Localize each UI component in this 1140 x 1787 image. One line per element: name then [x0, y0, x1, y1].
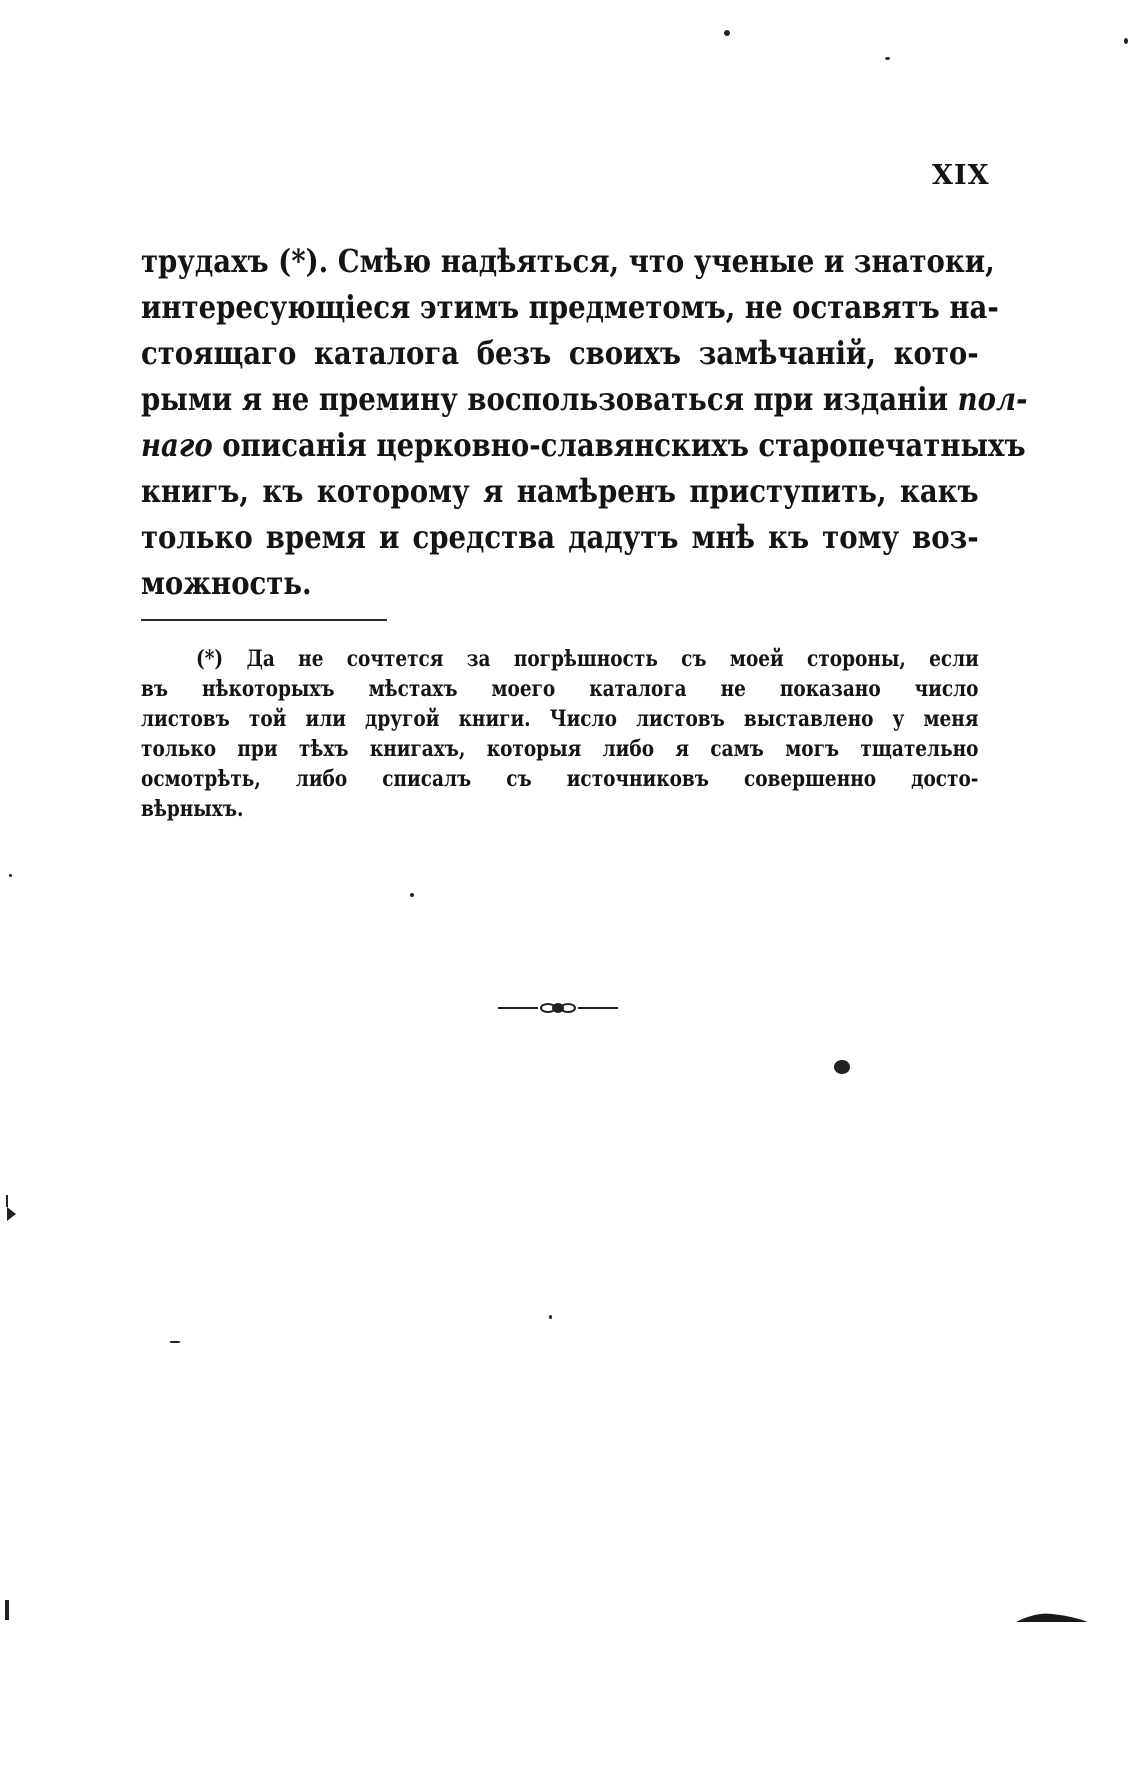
body-line-7: только время и средства дадутъ мнѣ къ тому воз- — [141, 518, 979, 556]
footnote-line-2: въ нѣкоторыхъ мѣстахъ моего каталога не показано число — [141, 676, 979, 702]
scan-speck — [9, 874, 12, 877]
edge-smudge-icon — [1016, 1610, 1088, 1626]
margin-mark-icon — [4, 1598, 12, 1622]
body-line-5: наго описанія церковно-славянскихъ старопечатныхъ — [141, 426, 1026, 464]
footnote-divider — [141, 619, 387, 621]
scan-speck — [170, 1341, 180, 1343]
page-number: XIX — [932, 160, 990, 191]
body-line-1: трудахъ (*). Смѣю надѣяться, что ученые и знатоки, — [141, 242, 995, 280]
scan-speck — [724, 30, 730, 36]
footnote-line-3: листовъ той или другой книги. Число листовъ выставлено у меня — [141, 706, 979, 732]
scan-speck — [549, 1315, 552, 1319]
scan-speck — [885, 57, 890, 60]
body-line-2: интересующіеся этимъ предметомъ, не оставятъ на- — [141, 288, 999, 326]
body-line-8: можность. — [141, 564, 312, 602]
italic-word-part: наго — [141, 426, 213, 464]
body-line-3: стоящаго каталога безъ своихъ замѣчаній, кото- — [141, 334, 979, 372]
scan-speck — [1124, 38, 1128, 44]
body-line-4: рыми я не премину воспользоваться при изданіи пол- — [141, 380, 1028, 418]
footnote-line-1: (*) Да не сочтется за погрѣшность съ моей стороны, если — [196, 646, 979, 672]
end-ornament-icon — [498, 998, 618, 1018]
scan-speck — [834, 1060, 850, 1074]
footnote-line-6: вѣрныхъ. — [141, 796, 244, 822]
italic-word-part: пол- — [957, 380, 1028, 418]
margin-arrow-icon — [4, 1195, 18, 1223]
footnote-line-5: осмотрѣть, либо списалъ съ источниковъ совершенно досто- — [141, 766, 979, 792]
scan-speck — [410, 893, 414, 897]
footnote-line-4: только при тѣхъ книгахъ, которыя либо я самъ могъ тщательно — [141, 736, 979, 762]
body-line-6: книгъ, къ которому я намѣренъ приступить, какъ — [141, 472, 979, 510]
